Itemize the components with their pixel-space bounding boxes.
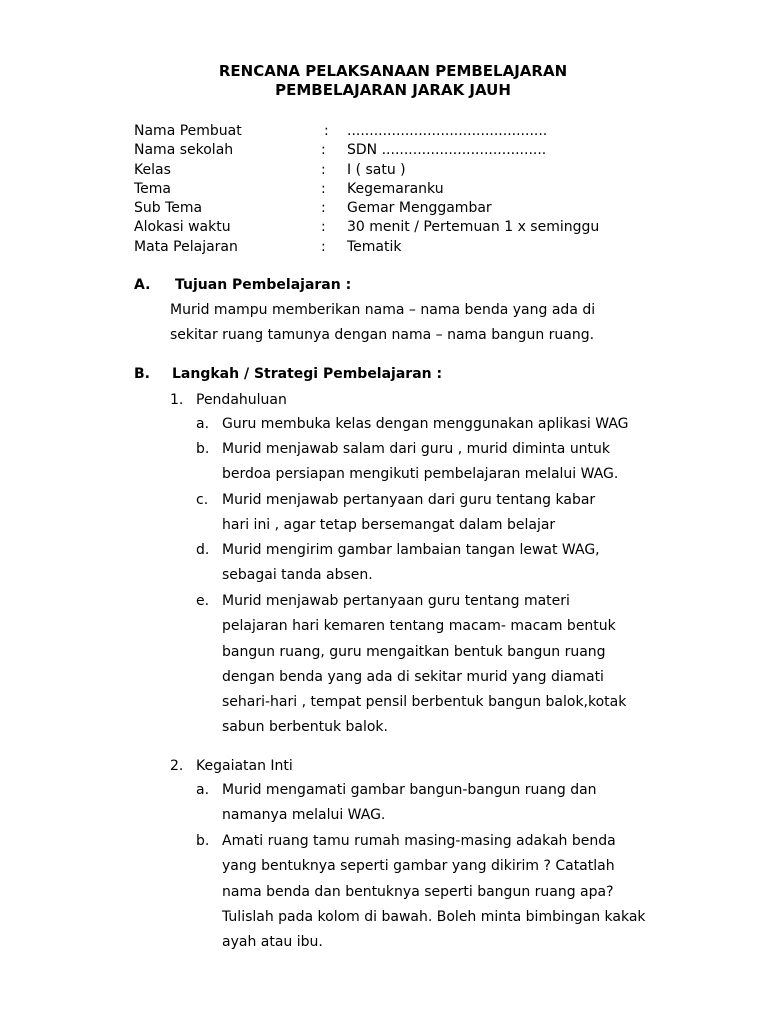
list-marker: e. bbox=[196, 593, 210, 609]
info-colon: : bbox=[321, 219, 326, 236]
section-a-heading bbox=[134, 277, 351, 293]
list-item-line: dengan benda yang ada di sekitar murid yang diamati bbox=[222, 668, 604, 685]
info-colon: : bbox=[321, 180, 326, 197]
info-value: ............................................. bbox=[347, 123, 548, 139]
list-item-line: sabun berbentuk balok. bbox=[222, 719, 388, 736]
info-colon: : bbox=[321, 238, 326, 255]
list-item-line: Amati ruang tamu rumah masing-masing adakah benda bbox=[222, 833, 616, 849]
section-a-paragraph bbox=[170, 298, 595, 349]
list-item-line: Murid mengirim gambar lambaian tangan lewat WAG, bbox=[222, 542, 600, 558]
section-b-letter: B. bbox=[134, 366, 150, 382]
list-marker: b. bbox=[196, 441, 210, 457]
list-item-line: nama benda dan bentuknya seperti bangun ruang apa? bbox=[222, 883, 614, 900]
list-item-line: Murid menjawab pertanyaan dari guru tentang kabar bbox=[222, 492, 596, 508]
info-label: Sub Tema bbox=[134, 200, 203, 217]
info-label: Mata Pelajaran bbox=[134, 238, 238, 255]
list-item-line: namanya melalui WAG. bbox=[222, 807, 386, 824]
list-marker: a. bbox=[196, 782, 210, 798]
document-subtitle: PEMBELAJARAN JARAK JAUH bbox=[275, 81, 511, 99]
list-item-line: sehari-hari , tempat pensil berbentuk bangun balok,kotak bbox=[222, 694, 627, 711]
list-item-line: berdoa persiapan mengikuti pembelajaran melalui WAG. bbox=[222, 466, 619, 483]
list-item-line: sebagai tanda absen. bbox=[222, 567, 373, 584]
list-item-line: hari ini , agar tetap bersemangat dalam belajar bbox=[222, 517, 556, 534]
list-marker: b. bbox=[196, 833, 210, 849]
info-label: Nama sekolah bbox=[134, 142, 234, 159]
list-number: 2. bbox=[170, 758, 184, 774]
list-item-line: Tulislah pada kolom di bawah. Boleh minta bimbingan kakak bbox=[222, 908, 646, 925]
list-marker: c. bbox=[196, 492, 209, 508]
info-label: Tema bbox=[134, 180, 172, 197]
list-item-line: yang bentuknya seperti gambar yang dikirim ? Catatlah bbox=[222, 858, 615, 875]
section-a-letter: A. bbox=[134, 277, 151, 293]
list-item-line: bangun ruang, guru mengaitkan bentuk bangun ruang bbox=[222, 643, 606, 660]
info-colon: : bbox=[324, 123, 329, 139]
list-item-line: Murid menjawab salam dari guru , murid diminta untuk bbox=[222, 441, 611, 457]
list-marker: d. bbox=[196, 542, 210, 558]
info-label: Alokasi waktu bbox=[134, 219, 231, 236]
section-a-title: Tujuan Pembelajaran : bbox=[175, 277, 352, 293]
info-colon: : bbox=[321, 142, 326, 159]
list-item-line: Guru membuka kelas dengan menggunakan aplikasi WAG bbox=[222, 416, 629, 432]
list-item-line: Murid mengamati gambar bangun-bangun ruang dan bbox=[222, 782, 597, 798]
list-title: Pendahuluan bbox=[196, 392, 287, 408]
section-b-title: Langkah / Strategi Pembelajaran : bbox=[172, 366, 443, 382]
paragraph-line: sekitar ruang tamunya dengan nama – nama bangun ruang. bbox=[170, 327, 595, 344]
info-value: I ( satu ) bbox=[347, 161, 406, 178]
list-number: 1. bbox=[170, 392, 184, 408]
info-value: Tematik bbox=[347, 238, 402, 255]
list-item-line: Murid menjawab pertanyaan guru tentang materi bbox=[222, 593, 570, 609]
list-item-line: ayah atau ibu. bbox=[222, 934, 323, 951]
info-label: Nama Pembuat bbox=[134, 123, 242, 139]
info-label: Kelas bbox=[134, 161, 171, 178]
info-value: Kegemaranku bbox=[347, 180, 444, 197]
info-colon: : bbox=[321, 161, 326, 178]
list-marker: a. bbox=[196, 416, 210, 432]
info-value: Gemar Menggambar bbox=[347, 200, 492, 217]
paragraph-line: Murid mampu memberikan nama – nama benda yang ada di bbox=[170, 302, 596, 318]
section-b-heading bbox=[134, 366, 442, 382]
info-value: 30 menit / Pertemuan 1 x seminggu bbox=[347, 219, 600, 236]
list-title: Kegaiatan Inti bbox=[196, 758, 293, 774]
document-title: RENCANA PELAKSANAAN PEMBELAJARAN bbox=[218, 62, 568, 80]
list-item-line: pelajaran hari kemaren tentang macam- macam bentuk bbox=[222, 618, 616, 635]
info-colon: : bbox=[321, 200, 326, 217]
info-value: SDN ..................................... bbox=[347, 142, 547, 159]
